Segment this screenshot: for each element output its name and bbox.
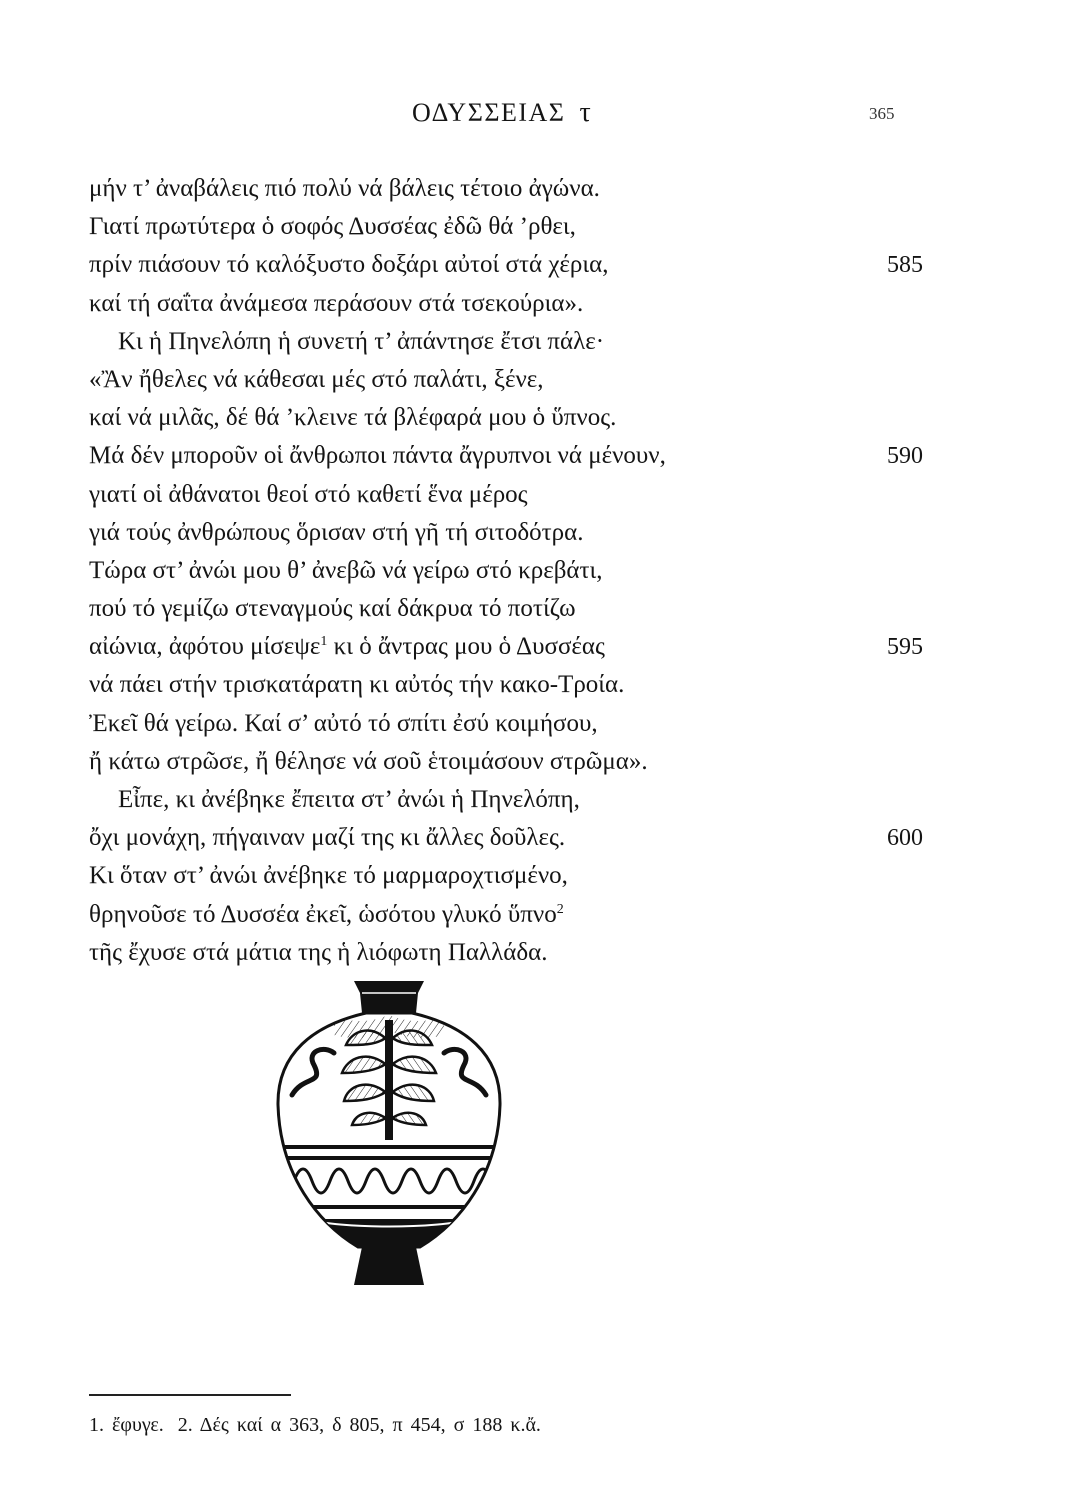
verse-text: μήν τ’ ἀναβάλεις πιό πολύ νά βάλεις τέτοιο ἀγώνα.	[89, 175, 600, 202]
footnote-marker: 2	[556, 901, 564, 917]
verse-text: Κι ὅταν στ’ ἀνώι ἀνέβηκε τό μαρμαροχτισμένο,	[89, 862, 568, 890]
running-title	[412, 97, 592, 129]
verse-line	[89, 208, 949, 246]
verse-text: Ἐκεῖ θά γείρω. Καί σ’ αὐτό τό σπίτι ἐσύ κοιμήσου,	[89, 709, 598, 737]
footnote-2: 2. Δές καί α 363, δ 805, π 454, σ 188 κ.ἄ.	[177, 1414, 541, 1436]
verse-line	[89, 514, 949, 552]
line-number: 600	[887, 825, 923, 852]
verse-text: γιατί οἱ ἀθάνατοι θεοί στό καθετί ἕνα μέρος	[89, 480, 528, 508]
verse-line	[89, 590, 949, 628]
verse-line	[89, 628, 949, 666]
verse-text: τῆς ἔχυσε στά μάτια της ἡ λιόφωτη Παλλάδα.	[89, 938, 548, 966]
line-number: 590	[887, 443, 923, 470]
verse-text: καί τή σαΐτα ἀνάμεσα περάσουν στά τσεκούρια».	[89, 289, 584, 317]
verse-line	[89, 437, 949, 475]
verse-text: αἰώνια, ἀφότου μίσεψε	[89, 633, 321, 661]
verse-line	[89, 361, 949, 399]
verse-line	[89, 781, 949, 819]
verse-line	[89, 934, 949, 972]
verse-text: Μά δέν μποροῦν οἱ ἄνθρωποι πάντα ἄγρυπνοι νά μένουν,	[89, 442, 666, 470]
verse-line	[89, 857, 949, 895]
verse-line	[89, 170, 949, 208]
verse-text: νά πάει στήν τρισκατάρατη κι αὐτός τήν κακο-Τροία.	[89, 671, 625, 699]
verse-text: «Ἂν ἤθελες νά κάθεσαι μές στό παλάτι, ξένε,	[89, 365, 544, 393]
verse-line	[89, 476, 949, 514]
footnote-1: 1. ἔφυγε.	[89, 1414, 164, 1436]
verse-line	[89, 666, 949, 704]
verse-text: ἤ κάτω στρῶσε, ἤ θέλησε νά σοῦ ἑτοιμάσουν στρῶμα».	[89, 747, 648, 775]
verse-line	[89, 285, 949, 323]
verse-line	[89, 323, 949, 361]
verse-text: Τώρα στ’ ἀνώι μου θ’ ἀνεβῶ νά γείρω στό κρεβάτι,	[89, 556, 603, 584]
verse-text-continued: κι ὁ ἄντρας μου ὁ Δυσσέας	[327, 633, 605, 661]
verse-line	[89, 705, 949, 743]
footnotes	[89, 1414, 555, 1437]
verse-line	[89, 743, 949, 781]
line-number: 595	[887, 634, 923, 661]
vase-illustration	[274, 975, 504, 1295]
book-letter: τ	[579, 97, 593, 128]
verse-text: Γιατί πρωτύτερα ὁ σοφός Δυσσέας ἐδῶ θά ’ρθει,	[89, 213, 576, 241]
verse-line	[89, 246, 949, 284]
verse-text: γιά τούς ἀνθρώπους ὅρισαν στή γῆ τή σιτοδότρα.	[89, 518, 584, 546]
line-number: 585	[887, 252, 923, 279]
verse-text: καί νά μιλᾶς, δέ θά ’κλεινε τά βλέφαρά μου ὁ ὕπνος.	[89, 404, 617, 432]
work-title: ΟΔΥΣΣΕΙΑΣ	[412, 98, 566, 127]
verse-line	[89, 552, 949, 590]
footnote-rule	[89, 1394, 291, 1396]
verse-text: ὄχι μονάχη, πήγαιναν μαζί της κι ἄλλες δοῦλες.	[89, 824, 566, 852]
verse-line	[89, 399, 949, 437]
page-number: 365	[869, 104, 895, 123]
verse-text: θρηνοῦσε τό Δυσσέα ἐκεῖ, ὡσότου γλυκό ὕπνο	[89, 900, 557, 928]
poem-text	[89, 170, 949, 972]
verse-text: πού τό γεμίζω στεναγμούς καί δάκρυα τό ποτίζω	[89, 595, 576, 623]
verse-text: πρίν πιάσουν τό καλόξυστο δοξάρι αὐτοί στά χέρια,	[89, 251, 609, 279]
verse-text: Κι ἡ Πηνελόπη ἡ συνετή τ’ ἀπάντησε ἔτσι πάλε·	[118, 327, 605, 355]
verse-line	[89, 896, 949, 934]
footnote-marker: 1	[320, 634, 328, 650]
verse-text: Εἶπε, κι ἀνέβηκε ἔπειτα στ’ ἀνώι ἡ Πηνελόπη,	[118, 786, 580, 813]
verse-line	[89, 819, 949, 857]
running-head	[0, 97, 1085, 133]
